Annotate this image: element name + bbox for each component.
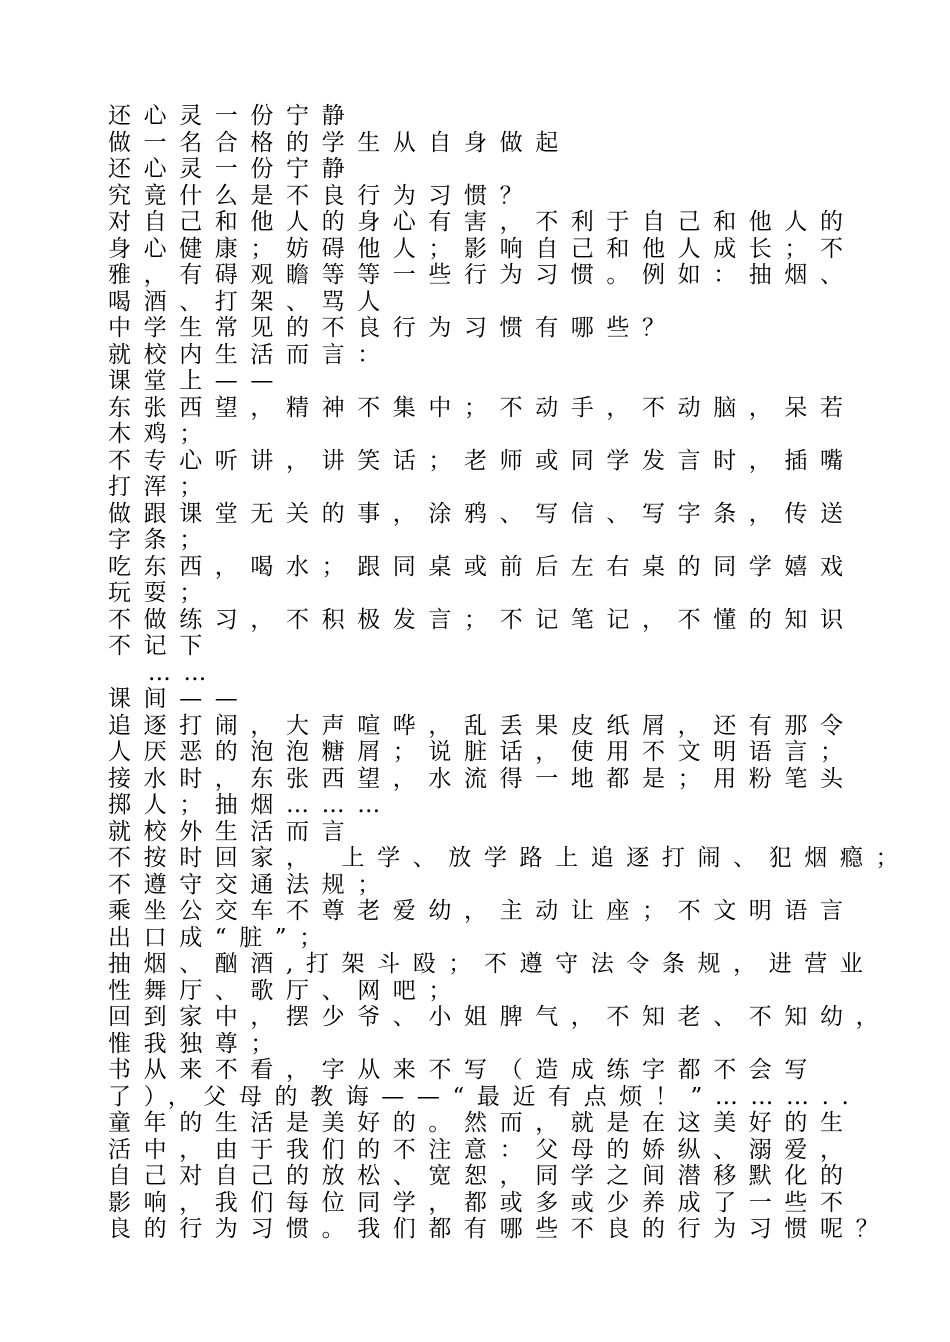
text-line: 掷人；抽烟……… bbox=[108, 792, 393, 818]
text-line: …… bbox=[108, 659, 220, 686]
text-line: 人厌恶的泡泡糖屑；说脏话，使用不文明语言； bbox=[108, 739, 856, 765]
text-line: 身心健康；妨碍他人；影响自己和他人成长；不 bbox=[108, 235, 856, 262]
text-line: 吃东西，喝水；跟同桌或前后左右桌的同学嬉戏 bbox=[108, 553, 856, 580]
text-line: 追逐打闹，大声喧哗，乱丢果皮纸屑，还有那令 bbox=[108, 712, 856, 739]
text-line: 课堂上—— bbox=[108, 368, 286, 394]
text-line: 不按时回家， 上学、放学路上追逐打闹、犯烟瘾； bbox=[108, 845, 912, 871]
text-line: 打浑； bbox=[108, 474, 215, 500]
text-line: 抽烟、酗酒,打架斗殴；不遵守法令条规，进营业 bbox=[108, 951, 876, 977]
text-line: 做一名合格的学生从自身做起 bbox=[108, 129, 571, 156]
text-line: 对自己和他人的身心有害，不利于自己和他人的 bbox=[108, 209, 856, 235]
text-line: 雅，有碍观瞻等等一些行为习惯。例如：抽烟、 bbox=[108, 262, 856, 288]
text-line: 东张西望，精神不集中；不动手，不动脑，呆若 bbox=[108, 394, 856, 421]
text-line: 字条； bbox=[108, 527, 215, 553]
text-line: 自己对自己的放松、宽恕，同学之间潜移默化的 bbox=[108, 1163, 856, 1189]
text-line: 还心灵一份宁静 bbox=[108, 156, 358, 182]
text-line: 惟我独尊； bbox=[108, 1030, 286, 1057]
text-line: 影响，我们每位同学，都或多或少养成了一些不 bbox=[108, 1189, 856, 1216]
text-line: 乘坐公交车不尊老爱幼，主动让座；不文明语言 bbox=[108, 898, 856, 924]
text-line: 书从来不看，字从来不写（造成练字都不会写 bbox=[108, 1057, 820, 1083]
text-line: 接水时，东张西望，水流得一地都是；用粉笔头 bbox=[108, 765, 856, 792]
text-line: 回到家中，摆少爷、小姐脾气，不知老、不知幼， bbox=[108, 1004, 892, 1030]
text-line: 还心灵一份宁静 bbox=[108, 103, 358, 129]
text-line: 不遵守交通法规； bbox=[108, 871, 393, 898]
text-line: 活中，由于我们的不注意：父母的娇纵、溺爱， bbox=[108, 1136, 856, 1163]
text-line: 就校外生活而言 bbox=[108, 818, 358, 845]
text-line: 童年的生活是美好的。然而，就是在这美好的生 bbox=[108, 1110, 856, 1136]
text-line: 课间—— bbox=[108, 686, 251, 712]
text-line: 不做练习，不积极发言；不记笔记，不懂的知识 bbox=[108, 606, 856, 633]
text-line: 木鸡； bbox=[108, 421, 215, 447]
text-line: 做跟课堂无关的事，涂鸦、写信、写字条，传送 bbox=[108, 500, 856, 527]
text-line: 不记下 bbox=[108, 633, 215, 659]
text-line: 了），父母的教诲——“最近有点烦！”……….. bbox=[108, 1083, 862, 1110]
text-line: 究竟什么是不良行为习惯？ bbox=[108, 182, 536, 209]
text-line: 中学生常见的不良行为习惯有哪些？ bbox=[108, 315, 678, 341]
text-line: 良的行为习惯。我们都有哪些不良的行为习惯呢？ bbox=[108, 1216, 892, 1242]
text-line: 性舞厅、歌厅、网吧； bbox=[108, 977, 464, 1004]
text-line: 玩耍； bbox=[108, 580, 215, 606]
text-line: 喝酒、打架、骂人 bbox=[108, 288, 393, 315]
text-line: 就校内生活而言： bbox=[108, 341, 393, 368]
text-line: 出口成“脏”； bbox=[108, 924, 335, 951]
body-text bbox=[108, 103, 912, 1243]
text-line: 不专心听讲，讲笑话；老师或同学发言时，插嘴 bbox=[108, 447, 856, 474]
